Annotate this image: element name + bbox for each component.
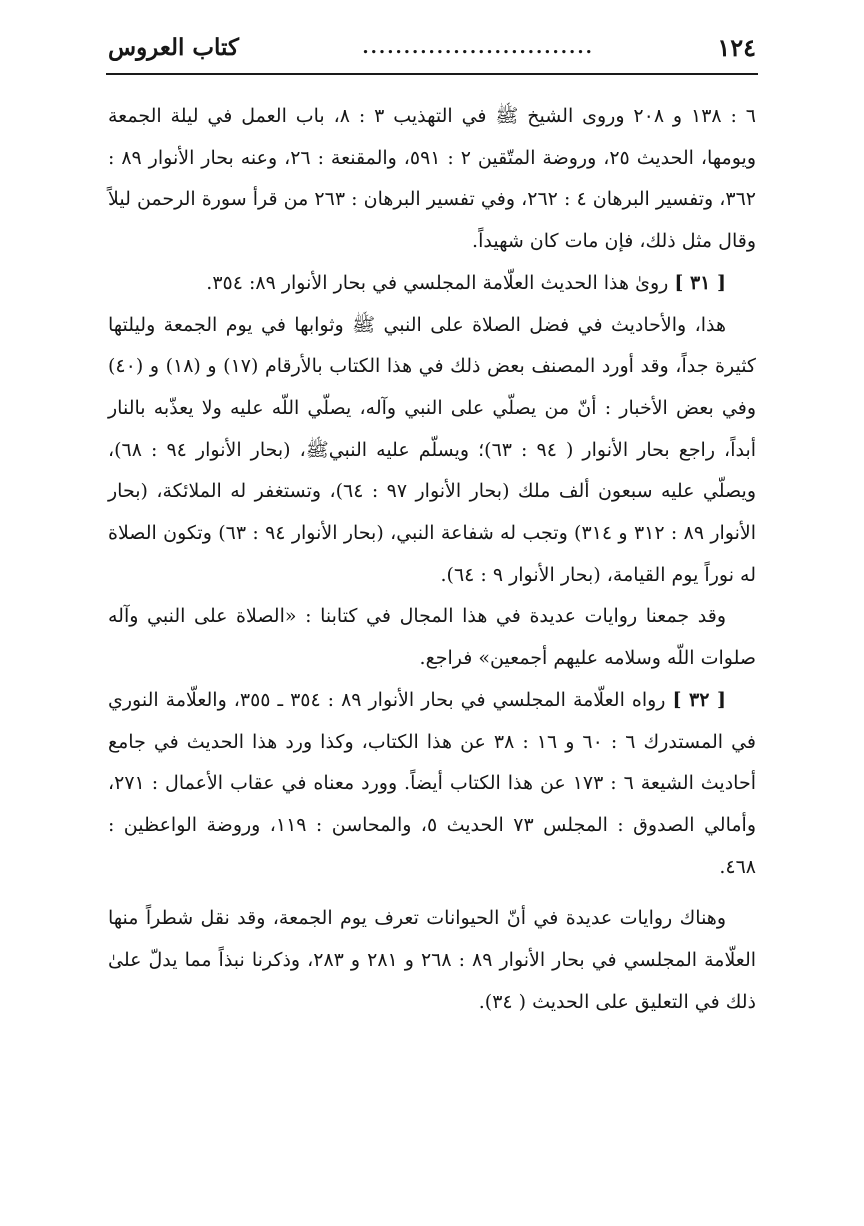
paragraph-p5 [108, 680, 756, 889]
paragraph-text: ٦ : ١٣٨ و ٢٠٨ وروى الشيخ ﷺ في التهذيب ٣ : ٨، باب العمل في ليلة الجمعة ويومها، الحديث ٢٥، وروضة المتّقين ٢ : ٥٩١، والمقنعة : ٢٦، وعنه بحار الأنوار ٨٩ : ٣٦٢، وتفسير البرهان ٤ : ٢٦٢، وفي تفسير البرهان : ٢٦٣ من قرأ سورة الرحمن ليلاً وقال مثل ذلك، فإن مات كان شهيداً. [108, 105, 757, 253]
paragraph-p3 [108, 305, 756, 597]
paragraph-text: هذا، والأحاديث في فضل الصلاة على النبي ﷺ وثوابها في يوم الجمعة وليلتها كثيرة جداً، وقد أورد المصنف بعض ذلك في هذا الكتاب بالأرقام (١٧) و (١٨) و (٤٠) وفي بعض الأخبار : أنّ من يصلّي على النبي وآله، يصلّي اللّه عليه ولا يعذّبه بالنار أبداً، راجع بحار الأنوار ( ٩٤ : ٦٣)؛ ويسلّم عليه النبيﷺ، (بحار الأنوار ٩٤ : ٦٨)، ويصلّي عليه سبعون ألف ملك (بحار الأنوار ٩٧ : ٦٤)، وتستغفر له الملائكة، (بحار الأنوار ٨٩ : ٣١٢ و ٣١٤) وتجب له شفاعة النبي، (بحار الأنوار ٩٤ : ٦٣) وتكون الصلاة له نوراً يوم القيامة، (بحار الأنوار ٩ : ٦٤). [108, 313, 757, 586]
paragraph-text: روىٰ هذا الحديث العلّامة المجلسي في بحار الأنوار ٨٩: ٣٥٤. [206, 271, 669, 294]
paragraph-p1 [108, 96, 756, 263]
paragraph-p6 [108, 898, 756, 1023]
hadith-number: [ ٣٢ ] [672, 688, 726, 711]
paragraph-p4 [108, 596, 756, 679]
paragraph-text: وقد جمعنا روايات عديدة في هذا المجال في كتابنا : «الصلاة على النبي وآله صلوات اللّه وسلامه عليهم أجمعين» فراجع. [108, 605, 756, 670]
page-body [108, 96, 756, 1023]
header-rule [106, 73, 758, 75]
header-leader-dots: ............................ [362, 36, 594, 58]
book-title: كتاب العروس [108, 33, 239, 61]
paragraph-text: رواه العلّامة المجلسي في بحار الأنوار ٨٩ : ٣٥٤ ـ ٣٥٥، والعلّامة النوري في المستدرك ٦ : ٦٠ و ١٦ : ٣٨ عن هذا الكتاب، وكذا ورد هذا الحديث في جامع أحاديث الشيعة ٦ : ١٧٣ عن هذا الكتاب أيضاً. وورد معناه في عقاب الأعمال : ٢٧١، وأمالي الصدوق : المجلس ٧٣ الحديث ٥، والمحاسن : ١١٩، وروضة الواعظين : ٤٦٨. [108, 688, 756, 878]
page-number: ١٢٤ [717, 32, 756, 62]
paragraph-text: وهناك روايات عديدة في أنّ الحيوانات تعرف يوم الجمعة، وقد نقل شطراً منها العلّامة المجلسي في بحار الأنوار ٨٩ : ٢٦٨ و ٢٨١ و ٢٨٣، وذكرنا نبذاً مما يدلّ علىٰ ذلك في التعليق على الحديث ( ٣٤). [108, 907, 757, 1013]
running-header [108, 24, 756, 70]
paragraph-p2 [108, 263, 756, 305]
hadith-number: [ ٣١ ] [674, 271, 726, 294]
